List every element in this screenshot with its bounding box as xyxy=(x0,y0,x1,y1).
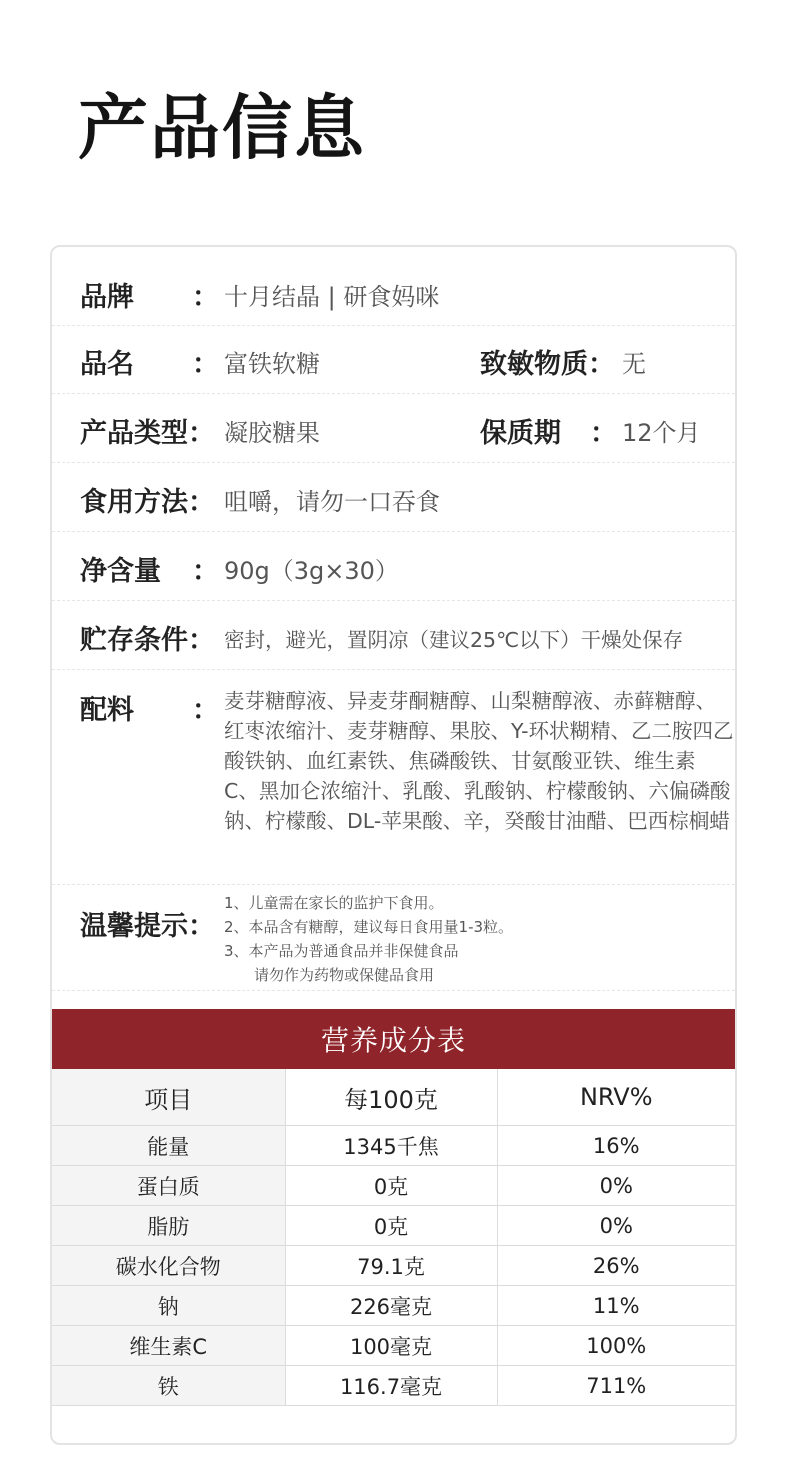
allergen-label-text: 致敏物质 xyxy=(480,349,588,380)
storage-label-text: 贮存条件 xyxy=(80,625,188,656)
header-item: 项目 xyxy=(52,1069,285,1126)
usage-label: 食用方法： xyxy=(80,487,215,518)
nutrient-name: 维生素C xyxy=(52,1326,285,1366)
brand-value: 十月结晶 | 研食妈咪 xyxy=(224,283,440,311)
net-content-label-text: 净含量 xyxy=(80,556,161,587)
storage-value: 密封，避光，置阴凉（建议25℃以下）干燥处保存 xyxy=(224,628,684,652)
info-row-usage xyxy=(52,463,735,532)
nutrition-row xyxy=(52,1126,735,1166)
shelf-life-value: 12个月 xyxy=(622,419,701,447)
nutrient-amount: 100毫克 xyxy=(285,1326,497,1366)
nutrient-name: 碳水化合物 xyxy=(52,1246,285,1286)
nutrition-row xyxy=(52,1366,735,1406)
tip-line: 1、儿童需在家长的监护下食用。 xyxy=(224,894,444,912)
nutrition-row xyxy=(52,1206,735,1246)
info-row-tips xyxy=(52,885,735,991)
allergen-value: 无 xyxy=(622,350,646,378)
category-value: 凝胶糖果 xyxy=(224,419,320,447)
nutrient-amount: 0克 xyxy=(285,1166,497,1206)
nutrient-nrv: 100% xyxy=(497,1326,735,1366)
nutrition-row xyxy=(52,1246,735,1286)
nutrition-table-title: 营养成分表 xyxy=(52,1009,735,1069)
ingredients-label: 配料 ： xyxy=(80,688,219,727)
nutrient-name: 脂肪 xyxy=(52,1206,285,1246)
nutrition-header-row xyxy=(52,1069,735,1126)
tip-line: 3、本产品为普通食品并非保健食品 xyxy=(224,942,459,960)
nutrient-amount: 0克 xyxy=(285,1206,497,1246)
nutrient-name: 钠 xyxy=(52,1286,285,1326)
nutrition-row xyxy=(52,1286,735,1326)
product-info-card xyxy=(50,245,737,1445)
name-label-text: 品名 xyxy=(80,349,134,380)
brand-label: 品牌 ： xyxy=(80,275,219,314)
info-row-ingredients xyxy=(52,670,735,885)
brand-label-text: 品牌 xyxy=(80,282,134,313)
header-nrv: NRV% xyxy=(497,1069,735,1126)
nutrient-name: 铁 xyxy=(52,1366,285,1406)
nutrient-nrv: 0% xyxy=(497,1166,735,1206)
info-row-net-content xyxy=(52,532,735,601)
nutrition-row xyxy=(52,1166,735,1206)
usage-label-text: 食用方法 xyxy=(80,487,188,518)
net-content-label: 净含量 ： xyxy=(80,549,219,588)
shelf-life-label-text: 保质期 xyxy=(480,418,561,449)
nutrient-nrv: 0% xyxy=(497,1206,735,1246)
info-row-name xyxy=(52,326,735,394)
nutrition-row xyxy=(52,1326,735,1366)
ingredients-value: 麦芽糖醇液、异麦芽酮糖醇、山梨糖醇液、赤藓糖醇、红枣浓缩汁、麦芽糖醇、果胶、Y-环状糊精、乙二胺四乙酸铁钠、血红素铁、焦磷酸铁、甘氨酸亚铁、维生素 C、黑加仑浓缩汁、乳酸、乳酸钠、柠檬酸钠、六偏磷酸钠、柠檬酸、DL-苹果酸、辛，癸酸甘油醋、巴西棕榈蜡 xyxy=(224,689,734,833)
nutrient-name: 蛋白质 xyxy=(52,1166,285,1206)
nutrient-nrv: 26% xyxy=(497,1246,735,1286)
nutrient-nrv: 711% xyxy=(497,1366,735,1406)
nutrient-nrv: 11% xyxy=(497,1286,735,1326)
nutrition-table xyxy=(52,1069,735,1406)
nutrient-amount: 226毫克 xyxy=(285,1286,497,1326)
info-row-brand xyxy=(52,247,735,326)
name-value: 富铁软糖 xyxy=(224,350,320,378)
info-row-storage xyxy=(52,601,735,670)
category-label: 产品类型： xyxy=(80,418,215,449)
nutrient-name: 能量 xyxy=(52,1126,285,1166)
tips-label-text: 温馨提示 xyxy=(80,911,188,942)
shelf-life-label: 保质期 ： xyxy=(480,411,617,450)
nutrient-amount: 1345千焦 xyxy=(285,1126,497,1166)
info-row-category xyxy=(52,394,735,463)
ingredients-label-text: 配料 xyxy=(80,695,134,726)
name-label: 品名 ： xyxy=(80,342,219,381)
category-label-text: 产品类型 xyxy=(80,418,188,449)
allergen-label: 致敏物质： xyxy=(480,349,615,380)
tip-line: 2、本品含有糖醇，建议每日食用量1-3粒。 xyxy=(224,918,514,936)
usage-value: 咀嚼，请勿一口吞食 xyxy=(224,488,440,516)
tips-label: 温馨提示： xyxy=(80,911,215,942)
storage-label: 贮存条件： xyxy=(80,625,215,656)
nutrient-amount: 79.1克 xyxy=(285,1246,497,1286)
nutrient-amount: 116.7毫克 xyxy=(285,1366,497,1406)
page-title: 产品信息 xyxy=(78,87,366,169)
tips-list xyxy=(224,891,724,987)
net-content-value: 90g（3g×30） xyxy=(224,557,399,585)
header-per100g: 每100克 xyxy=(285,1069,497,1126)
nutrient-nrv: 16% xyxy=(497,1126,735,1166)
tip-line: 请勿作为药物或保健品食用 xyxy=(254,966,435,984)
